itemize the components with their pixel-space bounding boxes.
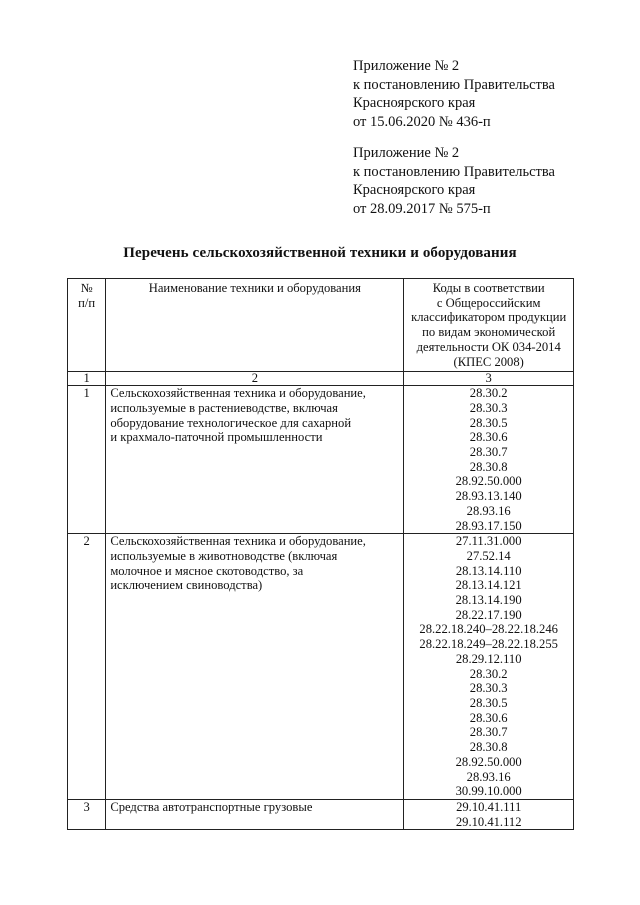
okpd-code: 28.22.18.249–28.22.18.255 xyxy=(419,637,558,652)
okpd-code: 28.30.6 xyxy=(469,430,508,445)
okpd-code: 28.22.17.190 xyxy=(455,607,522,622)
table-row xyxy=(68,386,574,534)
equipment-name-line: оборудование технологическое для сахарной xyxy=(110,415,352,430)
equipment-name-line: исключением свиноводства) xyxy=(110,578,263,593)
row-number: 1 xyxy=(68,386,106,534)
okpd-code: 28.93.13.140 xyxy=(455,489,522,504)
appendix-title: Приложение № 2 xyxy=(353,145,460,161)
okpd-code: 28.92.50.000 xyxy=(455,474,522,489)
header-codes-line: по видам экономической xyxy=(422,325,556,340)
equipment-name xyxy=(106,534,404,800)
okpd-code: 28.30.5 xyxy=(469,695,508,710)
row-number: 2 xyxy=(68,534,106,800)
column-index: 1 xyxy=(68,372,106,386)
okpd-codes xyxy=(404,799,574,829)
table-header-row xyxy=(68,279,574,372)
header-name: Наименование техники и оборудования xyxy=(106,279,404,372)
equipment-name xyxy=(106,799,404,829)
appendix-region-line: Красноярского края xyxy=(353,95,476,112)
okpd-code: 28.30.8 xyxy=(469,459,508,474)
equipment-name xyxy=(106,386,404,534)
okpd-code: 29.10.41.112 xyxy=(455,814,522,829)
header-codes-line: с Общероссийским xyxy=(436,295,541,310)
appendix-date-line: от 28.09.2017 № 575-п xyxy=(353,200,491,217)
header-num xyxy=(68,279,106,372)
header-codes-line: (КПЕС 2008) xyxy=(453,354,524,369)
column-index: 2 xyxy=(106,372,404,386)
okpd-code: 28.93.17.150 xyxy=(455,518,522,533)
header-num-line: п/п xyxy=(78,296,96,310)
okpd-code: 28.30.2 xyxy=(469,666,508,681)
okpd-code: 28.30.5 xyxy=(469,415,508,430)
row-number: 3 xyxy=(68,799,106,829)
okpd-code: 28.93.16 xyxy=(466,769,511,784)
column-index: 3 xyxy=(404,372,574,386)
okpd-code: 28.30.3 xyxy=(469,400,508,415)
appendix-title: Приложение № 2 xyxy=(353,58,460,74)
equipment-name-line: Средства автотранспортные грузовые xyxy=(110,799,313,814)
appendix-current-header xyxy=(353,57,633,131)
appendix-date-line: от 15.06.2020 № 436-п xyxy=(353,113,491,130)
header-codes-line: классификатором продукции xyxy=(411,310,567,325)
okpd-code: 28.13.14.121 xyxy=(455,578,522,593)
equipment-name-line: используемые в растениеводстве, включая xyxy=(110,400,338,415)
okpd-code: 28.30.2 xyxy=(469,386,508,401)
appendix-original-header xyxy=(353,144,633,218)
okpd-code: 27.11.31.000 xyxy=(455,534,522,549)
okpd-code: 28.92.50.000 xyxy=(455,754,522,769)
table-row xyxy=(68,534,574,800)
header-num-line: № xyxy=(80,281,93,295)
okpd-code: 27.52.14 xyxy=(466,548,511,563)
equipment-name-line: Сельскохозяйственная техника и оборудование, xyxy=(110,386,366,401)
okpd-codes xyxy=(404,534,574,800)
document-title: Перечень сельскохозяйственной техники и оборудования xyxy=(123,245,517,261)
okpd-code: 28.13.14.110 xyxy=(455,563,522,578)
table-row xyxy=(68,799,574,829)
okpd-code: 28.30.7 xyxy=(469,445,508,460)
equipment-name-line: молочное и мясное скотоводство, за xyxy=(110,563,304,578)
appendix-resolution-line: к постановлению Правительства xyxy=(353,76,555,93)
okpd-code: 28.30.6 xyxy=(469,710,508,725)
header-codes-line: Коды в соответствии xyxy=(432,281,545,295)
okpd-code: 28.22.18.240–28.22.18.246 xyxy=(419,622,558,637)
okpd-code: 28.30.7 xyxy=(469,725,508,740)
header-codes-line: деятельности ОК 034-2014 xyxy=(416,339,561,354)
equipment-name-line: используемые в животноводстве (включая xyxy=(110,548,338,563)
header-codes xyxy=(404,279,574,372)
appendix-resolution-line: к постановлению Правительства xyxy=(353,163,555,180)
column-index-row xyxy=(68,372,574,386)
okpd-code: 28.29.12.110 xyxy=(455,651,522,666)
equipment-name-line: Сельскохозяйственная техника и оборудование, xyxy=(110,534,366,549)
appendix-region-line: Красноярского края xyxy=(353,182,476,199)
okpd-code: 28.13.14.190 xyxy=(455,593,522,608)
okpd-code: 28.30.3 xyxy=(469,681,508,696)
okpd-code: 30.99.10.000 xyxy=(455,784,522,799)
okpd-code: 29.10.41.111 xyxy=(456,799,522,814)
okpd-code: 28.93.16 xyxy=(466,503,511,518)
okpd-codes xyxy=(404,386,574,534)
equipment-codes-table xyxy=(67,278,574,830)
okpd-code: 28.30.8 xyxy=(469,740,508,755)
equipment-name-line: и крахмало-паточной промышленности xyxy=(110,430,323,445)
